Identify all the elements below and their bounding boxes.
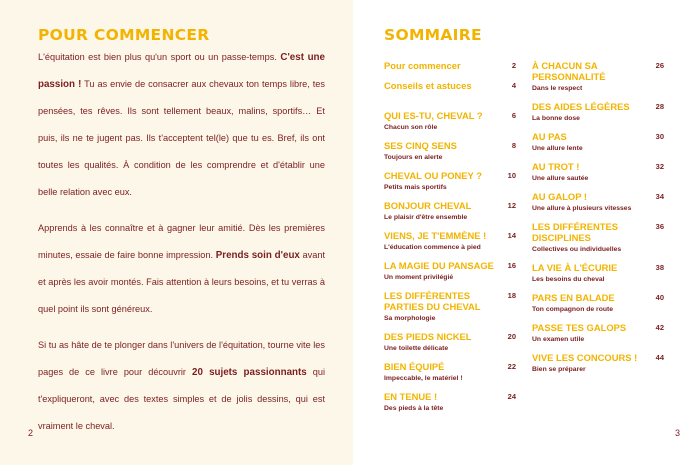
toc-entry-title: À CHACUN SA PERSONNALITÉ [532, 60, 606, 82]
emphasis: C'est une passion ! [38, 52, 325, 90]
toc-entry-subtitle: Une allure à plusieurs vitesses [532, 205, 632, 212]
page-number: 2 [28, 428, 34, 438]
toc-entry[interactable] [532, 322, 664, 344]
toc-entry-subtitle: Sa morphologie [384, 315, 436, 322]
toc-entry-page: 40 [655, 293, 664, 302]
intro-text [38, 44, 325, 449]
toc-entry-subtitle: Un moment privilégié [384, 274, 454, 281]
toc-entry[interactable] [384, 200, 516, 222]
toc-column-right [532, 60, 664, 382]
toc-entry-page: 12 [507, 201, 516, 210]
toc-entry[interactable] [532, 131, 664, 153]
toc-entry-subtitle: Des pieds à la tête [384, 405, 444, 412]
toc-entry-page: 4 [511, 81, 516, 90]
toc-entry-title: EN TENUE ! [384, 391, 438, 402]
toc-entry[interactable] [384, 80, 516, 91]
toc-entry-title: LES DIFFÉRENTES DISCIPLINES [532, 221, 618, 243]
toc-entry[interactable] [384, 230, 516, 252]
toc-title: SOMMAIRE [384, 26, 482, 44]
toc-entry[interactable] [532, 101, 664, 123]
toc-entry-title: AU GALOP ! [532, 191, 588, 202]
toc-entry-subtitle: Une allure lente [532, 145, 583, 152]
toc-entry-page: 14 [507, 231, 516, 240]
toc-entry-title: AU PAS [532, 131, 567, 142]
toc-entry-subtitle: Ton compagnon de route [532, 306, 614, 313]
toc-entry-page: 42 [655, 323, 664, 332]
toc-entry-subtitle: Dans le respect [532, 85, 583, 92]
toc-entry-page: 26 [655, 61, 664, 70]
toc-entry-subtitle: Les besoins du cheval [532, 276, 605, 283]
toc-entry[interactable] [384, 290, 516, 323]
toc-entry-subtitle: Collectives ou individuelles [532, 246, 622, 253]
text: Tu as envie de consacrer aux chevaux ton temps libre, tes pensées, tes rêves. Ils sont tellement beaux, malins, sportifs… Et puis, ils ne te jugent pas. Ils t'acceptent tel(le) que tu es. Bref, ils ont toutes les qualités. À condition de les comprendre et d'établir une belle relation avec eux. [38, 79, 325, 197]
toc-entry[interactable] [384, 331, 516, 353]
toc-entry-title: PARS EN BALADE [532, 292, 615, 303]
toc-entry[interactable] [532, 292, 664, 314]
toc-entry-subtitle: Une allure sautée [532, 175, 589, 182]
toc-entry[interactable] [532, 221, 664, 254]
toc-entry-page: 44 [655, 353, 664, 362]
page-title: POUR COMMENCER [38, 26, 210, 44]
toc-entry-page: 10 [507, 171, 516, 180]
toc-entry-subtitle: Une toilette délicate [384, 345, 449, 352]
toc-entry-page: 2 [511, 61, 516, 70]
toc-entry[interactable] [532, 191, 664, 213]
toc-entry[interactable] [532, 352, 664, 374]
toc-entry[interactable] [384, 140, 516, 162]
toc-entry-title: VIVE LES CONCOURS ! [532, 352, 638, 363]
toc-entry-subtitle: Impeccable, le matériel ! [384, 375, 463, 382]
toc-entry-title: CHEVAL OU PONEY ? [384, 170, 482, 181]
intro-paragraph-2 [38, 215, 325, 323]
intro-paragraph-3 [38, 332, 325, 440]
toc-entry-title: BIEN ÉQUIPÉ [384, 361, 445, 372]
toc-entry[interactable] [384, 170, 516, 192]
toc-entry-title: DES PIEDS NICKEL [384, 331, 472, 342]
toc-entry-title: Pour commencer [384, 60, 461, 71]
toc-entry-title: VIENS, JE T'EMMÈNE ! [384, 230, 487, 241]
toc-entry[interactable] [532, 262, 664, 284]
toc-entry-subtitle: Petits mais sportifs [384, 184, 447, 191]
toc-entry-title: BONJOUR CHEVAL [384, 200, 472, 211]
toc-entry-subtitle: L'éducation commence à pied [384, 244, 481, 251]
toc-entry-subtitle: La bonne dose [532, 115, 580, 122]
toc-entry-page: 22 [507, 362, 516, 371]
toc-entry-subtitle: Un examen utile [532, 336, 585, 343]
toc-entry[interactable] [532, 161, 664, 183]
toc-column-left [384, 60, 516, 421]
toc-entry-subtitle: Bien se préparer [532, 366, 586, 373]
toc-entry-subtitle: Toujours en alerte [384, 154, 443, 161]
toc-entry-page: 6 [511, 111, 516, 120]
toc-entry-page: 32 [655, 162, 664, 171]
text: Si tu as hâte de te plonger dans l'univers de l'équitation, tourne vite les pages de ce livre pour découvrir [38, 340, 325, 377]
toc-entry-page: 34 [655, 192, 664, 201]
toc-entry-page: 30 [655, 132, 664, 141]
emphasis: Prends soin d'eux [215, 250, 300, 261]
text: L'équitation est bien plus qu'un sport ou un passe-temps. [38, 52, 281, 62]
toc-entry-title: LA MAGIE DU PANSAGE [384, 260, 494, 271]
toc-entry-page: 18 [507, 291, 516, 300]
toc-entry-page: 20 [507, 332, 516, 341]
toc-entry-page: 28 [655, 102, 664, 111]
toc-entry-title: QUI ES-TU, CHEVAL ? [384, 110, 483, 121]
toc-entry[interactable] [384, 260, 516, 282]
text: qui t'expliqueront, avec des textes simples et de jolis dessins, qui est vraiment le cheval. [38, 367, 325, 431]
toc-entry-page: 36 [655, 222, 664, 231]
toc-entry-title: LES DIFFÉRENTES PARTIES DU CHEVAL [384, 290, 481, 312]
toc-entry[interactable] [384, 110, 516, 132]
emphasis: 20 sujets passionnants [192, 367, 307, 378]
toc-entry-page: 24 [507, 392, 516, 401]
right-page [353, 0, 700, 465]
toc-entry-page: 38 [655, 263, 664, 272]
intro-paragraph-1 [38, 44, 325, 206]
toc-entry[interactable] [384, 361, 516, 383]
page-number: 3 [675, 428, 681, 438]
toc-entry-title: PASSE TES GALOPS [532, 322, 627, 333]
toc-entry-title: DES AIDES LÉGÈRES [532, 101, 630, 112]
toc-entry-subtitle: Le plaisir d'être ensemble [384, 214, 468, 221]
toc-entry-subtitle: Chacun son rôle [384, 124, 438, 131]
toc-entry-title: Conseils et astuces [384, 80, 472, 91]
toc-entry[interactable] [384, 60, 516, 71]
toc-entry-title: SES CINQ SENS [384, 140, 457, 151]
toc-entry-page: 8 [511, 141, 516, 150]
text: avant et après les avoir montés. Fais attention à leurs besoins, et tu verras à quel point ils sont généreux. [38, 250, 326, 314]
toc-entry-page: 16 [507, 261, 516, 270]
text: Apprends à les connaître et à gagner leur amitié. Dès les premières minutes, essaie de faire bonne impression. [38, 223, 325, 260]
toc-entry[interactable] [532, 60, 664, 93]
toc-entry-title: LA VIE À L'ÉCURIE [532, 262, 618, 273]
toc-entry[interactable] [384, 391, 516, 413]
toc-entry-title: AU TROT ! [532, 161, 580, 172]
